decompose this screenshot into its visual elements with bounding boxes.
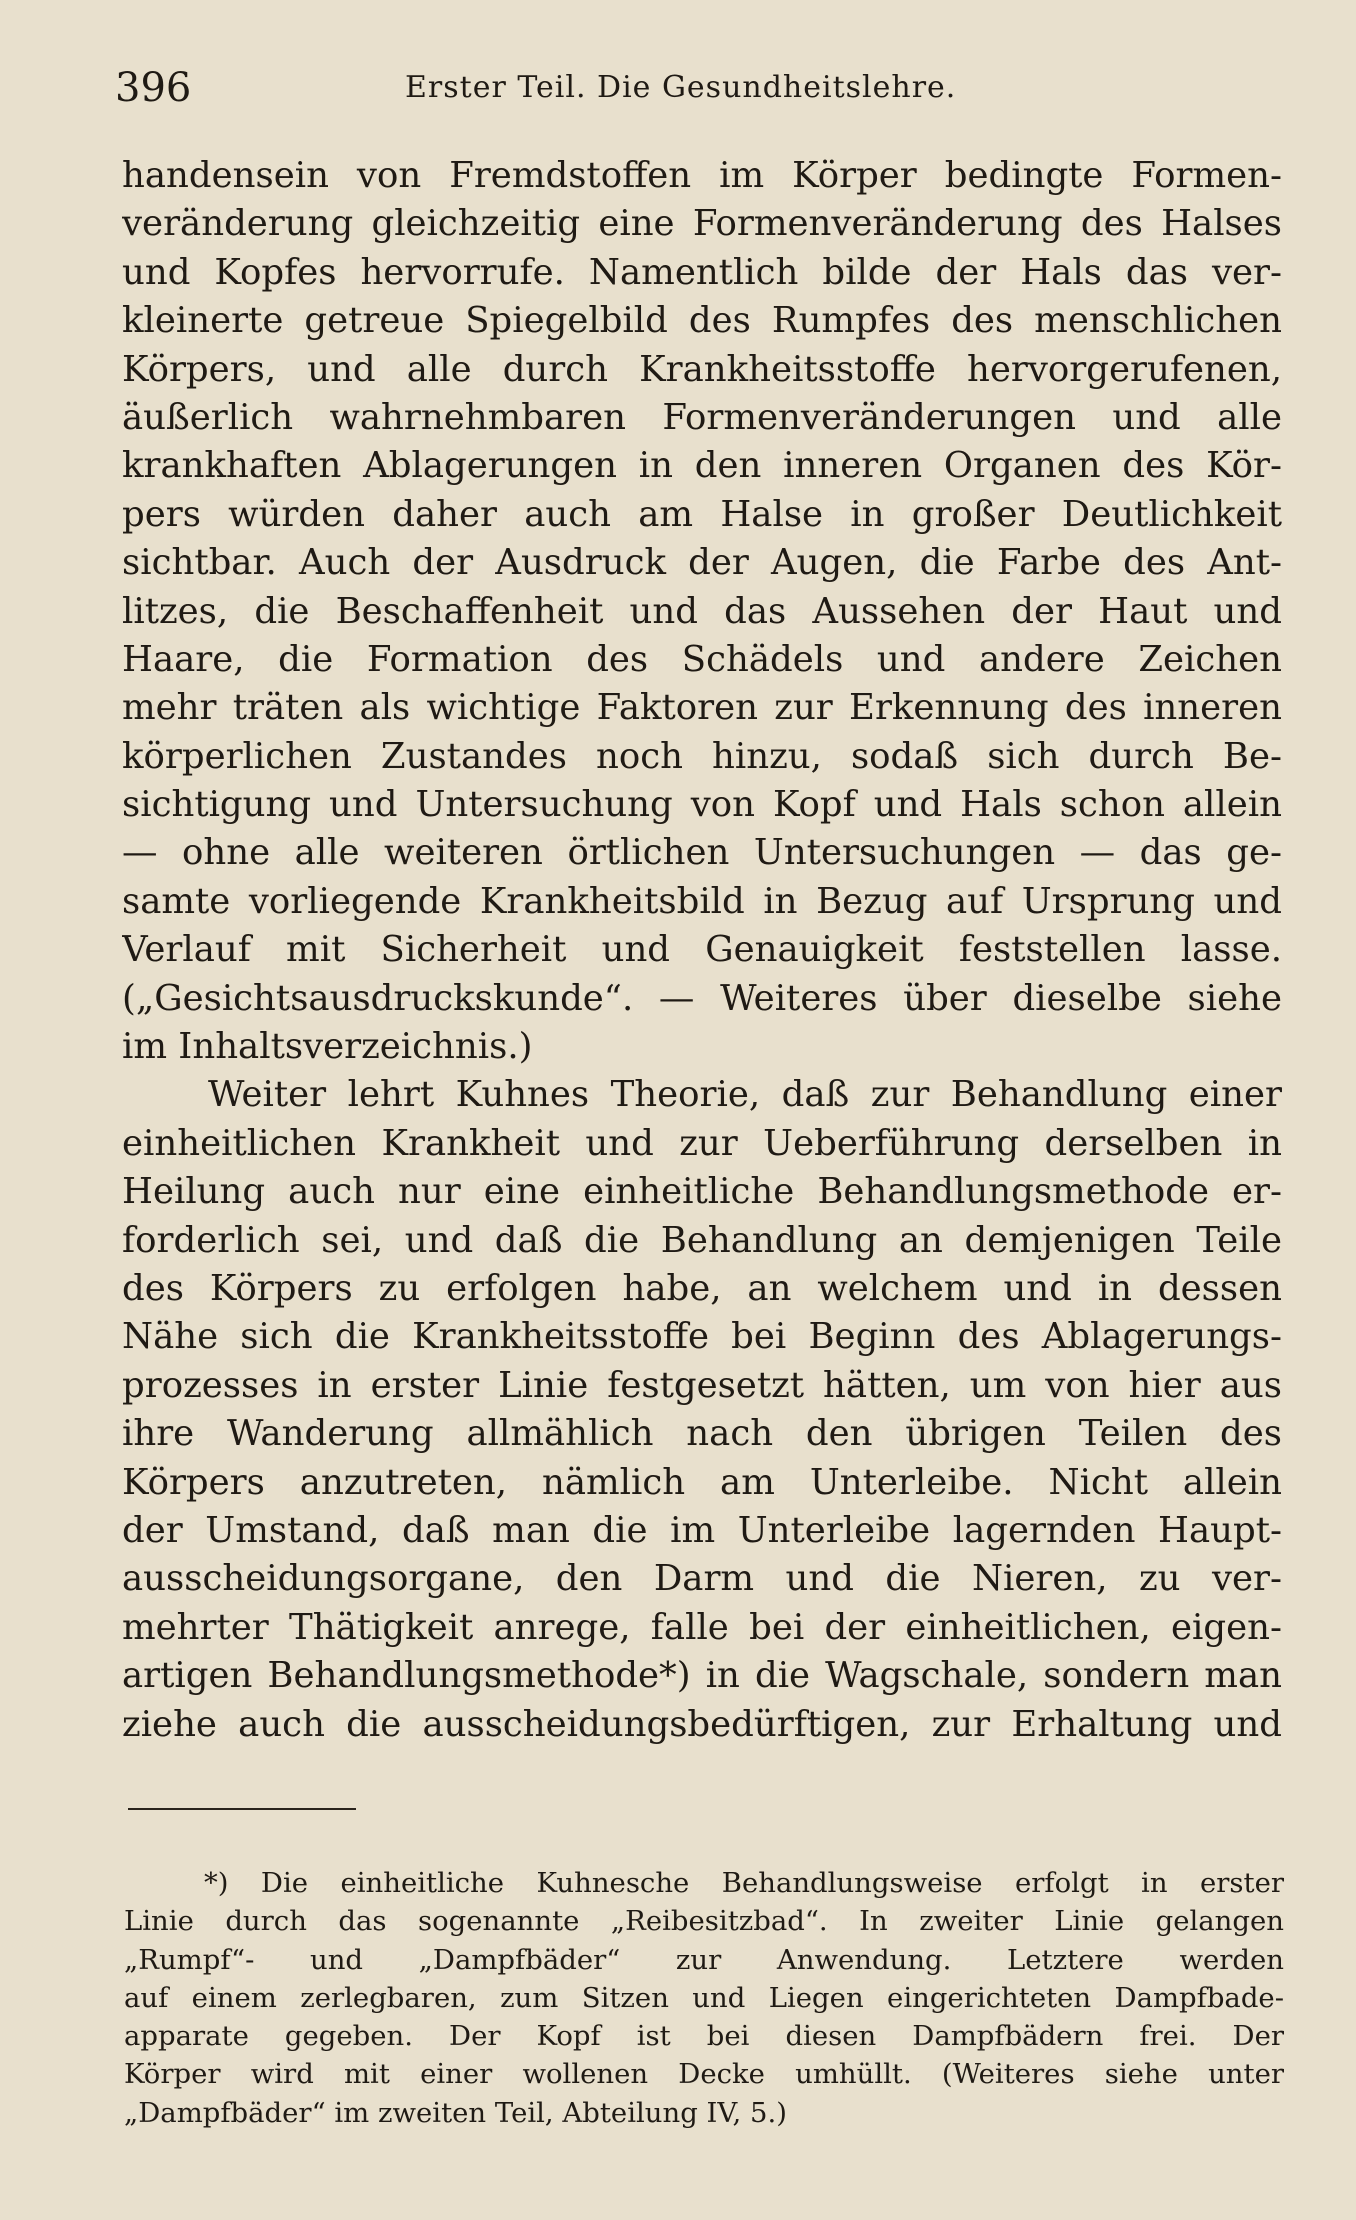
page-number: 396 [115,65,192,111]
text-line: artigen Behandlungsmethode*) in die Wagschale, sondern man [122,1655,1282,1697]
text-line: kleinerte getreue Spiegelbild des Rumpfes des menschlichen [122,300,1282,342]
text-line: des Körpers zu erfolgen habe, an welchem und in dessen [122,1267,1282,1309]
footnote-line: „Dampfbäder“ im zweiten Teil, Abteilung IV, 5.) [124,2096,787,2129]
text-line: im Inhaltsverzeichnis.) [122,1026,533,1068]
body-text [122,152,1282,1749]
text-line: sichtigung und Untersuchung von Kopf und Hals schon allein [122,784,1282,826]
text-line: Körpers, und alle durch Krankheitsstoffe hervorgerufenen, [122,348,1282,390]
text-line: sichtbar. Auch der Ausdruck der Augen, die Farbe des Ant- [122,542,1282,584]
footnote-divider [128,1808,356,1810]
text-line: krankhaften Ablagerungen in den inneren Organen des Kör- [122,445,1282,487]
text-line: ziehe auch die ausscheidungsbedürftigen, zur Erhaltung und [122,1703,1282,1745]
text-line: Heilung auch nur eine einheitliche Behandlungsmethode er- [122,1171,1282,1213]
footnote [124,1864,1284,2132]
text-line: samte vorliegende Krankheitsbild in Bezug auf Ursprung und [122,880,1282,922]
text-line: Nähe sich die Krankheitsstoffe bei Beginn des Ablagerungs- [122,1316,1282,1358]
footnote-line: Körper wird mit einer wollenen Decke umhüllt. (Weiteres siehe unter [124,2058,1284,2091]
text-line: Weiter lehrt Kuhnes Theorie, daß zur Behandlung einer [122,1074,1282,1116]
footnote-line: Linie durch das sogenannte „Reibesitzbad“. In zweiter Linie gelangen [124,1905,1284,1938]
text-line: mehr träten als wichtige Faktoren zur Erkennung des inneren [122,687,1282,729]
footnote-line: *) Die einheitliche Kuhnesche Behandlungsweise erfolgt in erster [204,1867,1284,1899]
text-line: handensein von Fremdstoffen im Körper bedingte Formen- [122,155,1282,196]
text-line: der Umstand, daß man die im Unterleibe lagernden Haupt- [122,1509,1282,1551]
text-line: — ohne alle weiteren örtlichen Untersuchungen — das ge- [122,832,1282,874]
text-line: forderlich sei, und daß die Behandlung an demjenigen Teile [122,1219,1282,1261]
text-line: („Gesichtsausdruckskunde“. — Weiteres über dieselbe siehe [122,977,1282,1019]
footnote-line: „Rumpf“- und „Dampfbäder“ zur Anwendung. Letztere werden [124,1943,1284,1976]
page-header [115,58,1285,118]
text-line: und Kopfes hervorrufe. Namentlich bilde der Hals das ver- [122,251,1282,293]
text-line: mehrter Thätigkeit anrege, falle bei der einheitlichen, eigen- [122,1606,1282,1648]
text-line: litzes, die Beschaffenheit und das Aussehen der Haut und [122,590,1282,632]
text-line: prozesses in erster Linie festgesetzt hätten, um von hier aus [122,1364,1282,1406]
text-line: ausscheidungsorgane, den Darm und die Nieren, zu ver- [122,1558,1282,1600]
footnote-line: apparate gegeben. Der Kopf ist bei diesen Dampfbädern frei. Der [124,2020,1284,2053]
text-line: einheitlichen Krankheit und zur Ueberführung derselben in [122,1122,1282,1164]
footnote-line: auf einem zerlegbaren, zum Sitzen und Liegen eingerichteten Dampfbade- [124,1981,1284,2014]
text-line: äußerlich wahrnehmbaren Formenveränderungen und alle [122,396,1282,438]
text-line: Verlauf mit Sicherheit und Genauigkeit feststellen lasse. [122,929,1282,971]
running-head: Erster Teil. Die Gesundheitslehre. [405,70,957,105]
text-line: Haare, die Formation des Schädels und andere Zeichen [122,638,1282,680]
text-line: körperlichen Zustandes noch hinzu, sodaß sich durch Be- [122,735,1282,777]
text-line: ihre Wanderung allmählich nach den übrigen Teilen des [122,1413,1282,1455]
text-line: veränderung gleichzeitig eine Formenveränderung des Halses [122,203,1282,245]
text-line: pers würden daher auch am Halse in großer Deutlichkeit [122,493,1282,535]
text-line: Körpers anzutreten, nämlich am Unterleibe. Nicht allein [122,1461,1282,1503]
